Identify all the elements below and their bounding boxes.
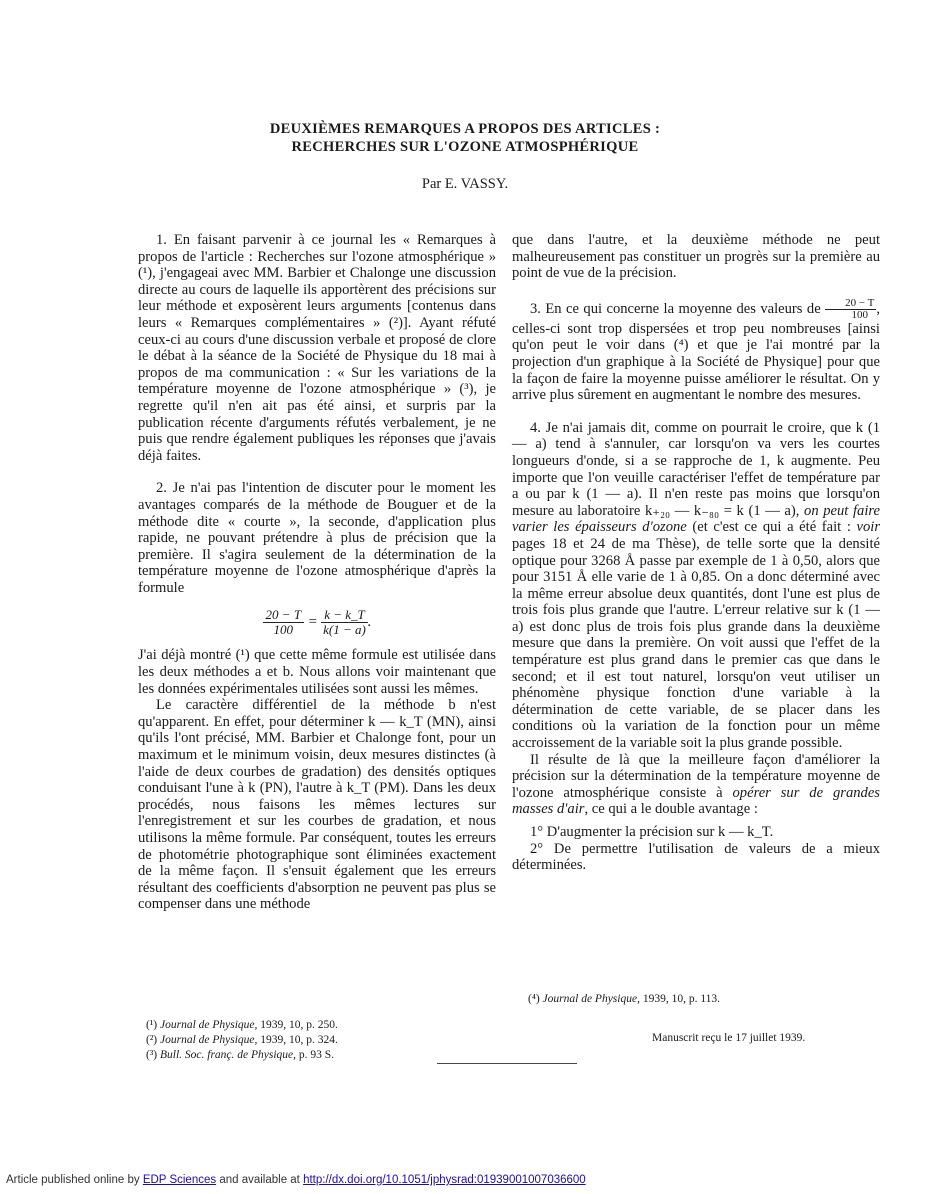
footnote-4: (⁴) Journal de Physique, 1939, 10, p. 113.: [528, 993, 721, 1005]
temperature-formula: $\frac{20 - T}{100}$ = $\frac{k - k\_T}{k(1 - a)}$ .: [138, 608, 496, 637]
paragraph-3: J'ai déjà montré (¹) que cette même formule est utilisée dans les deux méthodes a et b. Nous allons voir maintenant que les données expérimentales utilisées sont aussi les mêmes.: [138, 647, 496, 697]
doi-link[interactable]: http://dx.doi.org/10.1051/jphysrad:01939001007036600: [303, 1174, 586, 1186]
paragraph-section-3: 3. En ce qui concerne la moyenne des valeurs de $\frac{20 - T}{100}$ , celles-ci sont trop dispersées et trop peu nombreuses [ainsi qu'on peut le voir dans (⁴) et que je l'ai montré par la projection d'un graphique à la Société de Physique] pour que la façon de faire la moyenne puisse améliorer le résultat. On y arrive plus sûrement en augmentant le nombre des mesures.: [512, 296, 880, 404]
right-column: [512, 232, 880, 874]
list-item-1: 1° D'augmenter la précision sur k — k_T.: [530, 824, 774, 840]
end-rule: [437, 1063, 577, 1064]
publisher-link[interactable]: EDP Sciences: [142, 1174, 217, 1186]
paragraph-2: 2. Je n'ai pas l'intention de discuter pour le moment les avantages comparés de la méthode de Bouguer et de la méthode dite « courte », la seconde, d'application plus rapide, ne pouvant prétendre à plus de précision que la première. Il s'agira seulement de la détermination de la température moyenne de l'ozone atmosphérique d'après la formule: [138, 480, 496, 596]
paragraph-4: Le caractère différentiel de la méthode b n'est qu'apparent. En effet, pour déterminer k — k_T (MN), ainsi qu'ils l'ont précisé, MM. Barbier et Chalonge font, pour un maximum et le minimum voisin, deux mesures distinctes (à l'aide de deux courbes de gradation) des densités optiques conduisant l'une à k (PN), l'autre à k_T (PM). Dans les deux procédés, nous faisons les mêmes lectures sur l'enregistrement et sur les courbes de gradation, et nous utilisons la même formule. Par conséquent, toutes les erreurs de photométrie photographique sont éliminées exactement de la même façon. Il s'ensuit également que les erreurs résultant des coefficients d'absorption ne peuvent pas plus se compenser dans une méthode: [138, 697, 496, 913]
formula-rhs: $\frac{k - k\_T}{k(1 - a)}$: [323, 607, 366, 638]
list-item-2: 2° De permettre l'utilisation de valeurs de a mieux déterminées.: [512, 840, 880, 874]
article-title: [0, 120, 930, 156]
author-byline: Par E. VASSY.: [421, 176, 509, 192]
paragraph-1: 1. En faisant parvenir à ce journal les « Remarques à propos de l'article : Recherches sur l'ozone atmosphérique » (¹), j'engageai avec MM. Barbier et Chalonge une discussion directe au cours de laquelle ils apportèrent des précisions sur leur méthode et exposèrent leurs arguments [contenus dans leurs « Remarques complémentaires » (²)]. Ayant réfuté ceux-ci au cours d'une discussion verbale et proposé de clore le débat à la séance de la Société de Physique du 18 mai à propos de ma communication : « Sur les variations de la température moyenne de l'ozone atmosphérique » (³), je regrette qu'il n'en ait pas été ainsi, et surpris par la publication récente d'arguments réfutés verbalement, je ne puis que rendre également publiques les réponses que j'avais déjà faites.: [138, 232, 496, 464]
footnotes-left: [146, 1018, 506, 1063]
left-column: [138, 232, 496, 913]
title-line-2: RECHERCHES SUR L'OZONE ATMOSPHÉRIQUE: [291, 139, 639, 155]
manuscript-received-note: Manuscrit reçu le 17 juillet 1939.: [652, 1032, 806, 1044]
paragraph-continued: que dans l'autre, et la deuxième méthode ne peut malheureusement pas constituer un progrès sur la première au point de vue de la précision.: [512, 232, 880, 282]
formula-lhs: $\frac{20 - T}{100}$: [263, 608, 305, 637]
footnote-2: (²) Journal de Physique, 1939, 10, p. 324.: [146, 1034, 338, 1046]
footnote-1: (¹) Journal de Physique, 1939, 10, p. 250.: [146, 1019, 338, 1031]
publication-footer: Article published online by EDP Sciences and available at http://dx.doi.org/10.1051/jphysrad:01939001007036600: [6, 1174, 586, 1186]
title-line-1: DEUXIÈMES REMARQUES A PROPOS DES ARTICLES :: [269, 121, 661, 137]
inline-fraction: $\frac{20 - T}{100}$: [825, 298, 876, 321]
paragraph-conclusion: Il résulte de là que la meilleure façon d'améliorer la précision sur la détermination de la température moyenne de l'ozone atmosphérique consiste à opérer sur de grandes masses d'air, ce qui a le double avantage :: [512, 751, 880, 818]
paragraph-section-4: 4. Je n'ai jamais dit, comme on pourrait le croire, que k (1 — a) tend à s'annuler, car lorsqu'on va vers les courtes longueurs d'onde, si a se rapproche de 1, k augmente. Peu importe que l'on veuille caractériser l'effet de température par a ou par k (1 — a). Il n'en reste pas moins que lorsqu'on mesure au laboratoire k₊₂₀ — k₋₈₀ = k (1 — a), on peut faire varier les épaisseurs d'ozone (et c'est ce qui a été fait : voir pages 18 et 24 de ma Thèse), de telle sorte que la densité optique pour 3268 Å passe par exemple de 1 à 0,50, alors que pour 3151 Å elle varie de 1 à 0,85. On a donc déterminé avec la même erreur absolue deux quantités, dont l'une est plus de trois fois plus grande que l'autre. L'erreur relative sur k (1 — a) est donc plus de trois fois plus grande dans la deuxième mesure que dans la première. On voit aussi que l'effet de la température est plus grand dans le premier cas que dans le second; et il est tout naturel, lorsqu'on veut utiliser un phénomène physique fonction d'une variable à la détermination de cette variable, de se placer dans les conditions où la variation de la fonction pour un même accroissement de la variable soit la plus grande possible.: [512, 419, 881, 752]
footnote-3: (³) Bull. Soc. franç. de Physique, p. 93 S.: [146, 1049, 335, 1061]
